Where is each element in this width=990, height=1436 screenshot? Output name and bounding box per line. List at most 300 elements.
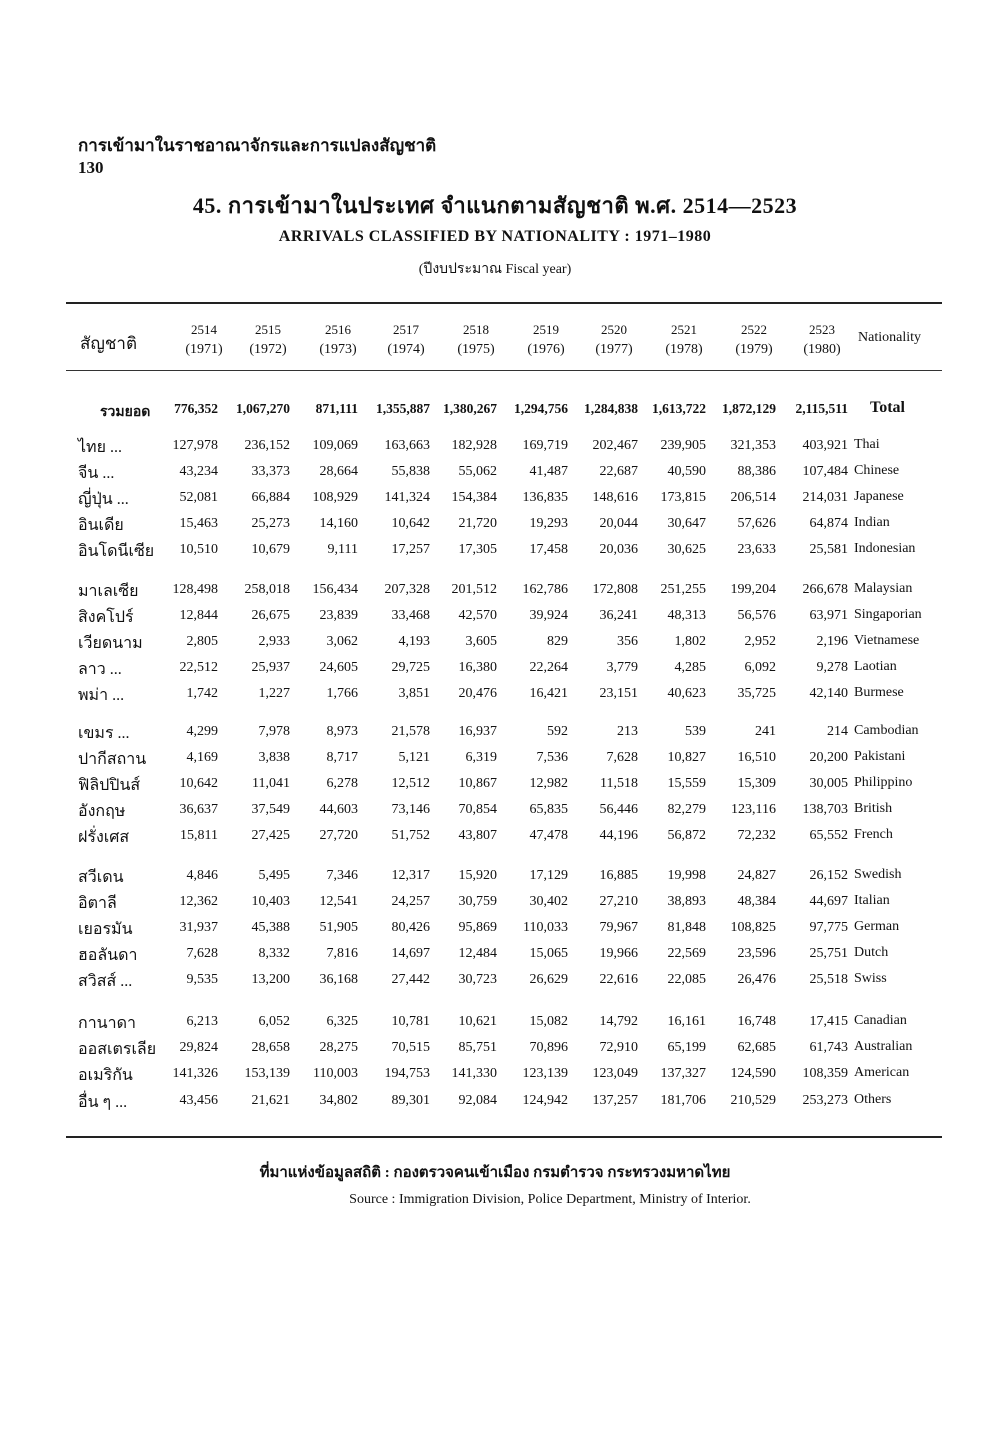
table-cell: 10,510: [179, 542, 218, 557]
table-cell: 45,388: [251, 920, 290, 935]
table-cell: 16,380: [458, 660, 497, 675]
table-cell: 2,952: [744, 634, 776, 649]
table-cell: 110,003: [313, 1066, 358, 1081]
table-cell: 12,362: [179, 894, 218, 909]
table-cell: 4,846: [186, 868, 218, 883]
table-cell: 22,512: [179, 660, 218, 675]
fiscal-year-note: (ปีงบประมาณ Fiscal year): [418, 262, 572, 277]
table-cell: 10,403: [251, 894, 290, 909]
table-cell: 10,642: [179, 776, 218, 791]
nationality-english: Vietnamese: [854, 633, 920, 648]
table-cell: 19,966: [599, 946, 638, 961]
table-cell: 163,663: [384, 438, 430, 453]
table-cell: 21,621: [251, 1093, 290, 1108]
nationality-thai: อังกฤษ: [78, 803, 126, 820]
table-cell: 24,257: [391, 894, 430, 909]
table-cell: 2,805: [186, 634, 218, 649]
table-cell: 15,920: [458, 868, 497, 883]
table-cell: 1,227: [258, 686, 290, 701]
table-cell: 153,139: [244, 1066, 290, 1081]
table-cell: 12,541: [319, 894, 358, 909]
table-cell: 3,605: [465, 634, 497, 649]
chapter-header: การเข้ามาในราชอาณาจักรและการแปลงสัญชาติ: [78, 136, 437, 155]
table-cell: 15,559: [667, 776, 706, 791]
table-cell: 258,018: [244, 582, 290, 597]
year-ce: (1973): [319, 342, 357, 357]
table-cell: 65,552: [809, 828, 848, 843]
table-cell: 30,723: [458, 972, 497, 987]
source-english: Source : Immigration Division, Police Department, Ministry of Interior.: [349, 1192, 751, 1207]
table-bottom-rule: [66, 1136, 942, 1138]
table-cell: 51,752: [391, 828, 430, 843]
table-cell: 109,069: [312, 438, 358, 453]
table-cell: 39,924: [529, 608, 568, 623]
year-ce: (1977): [595, 342, 633, 357]
table-cell: 44,697: [809, 894, 848, 909]
year-ce: (1972): [249, 342, 287, 357]
table-cell: 1,802: [674, 634, 706, 649]
table-cell: 592: [547, 724, 568, 739]
nationality-english: Malaysian: [854, 581, 913, 596]
year-be: 2514: [191, 322, 217, 337]
total-cell: 776,352: [174, 401, 218, 416]
nationality-thai: อินเดีย: [78, 517, 124, 534]
year-be: 2519: [533, 322, 559, 337]
table-cell: 52,081: [179, 490, 218, 505]
table-cell: 55,062: [458, 464, 497, 479]
table-cell: 207,328: [384, 582, 430, 597]
table-cell: 266,678: [802, 582, 848, 597]
table-cell: 15,082: [529, 1014, 568, 1029]
table-cell: 27,210: [599, 894, 638, 909]
table-cell: 16,885: [599, 868, 638, 883]
table-cell: 3,838: [258, 750, 290, 765]
table-cell: 22,264: [529, 660, 568, 675]
table-cell: 40,590: [667, 464, 706, 479]
table-cell: 16,510: [737, 750, 776, 765]
total-cell: 2,115,511: [795, 401, 848, 416]
nationality-english: German: [854, 919, 900, 934]
table-cell: 141,330: [451, 1066, 497, 1081]
table-cell: 30,759: [458, 894, 497, 909]
table-cell: 2,196: [816, 634, 848, 649]
year-be: 2520: [601, 322, 627, 337]
table-cell: 138,703: [802, 802, 848, 817]
table-cell: 10,867: [458, 776, 497, 791]
table-cell: 72,232: [737, 828, 776, 843]
table-cell: 181,706: [660, 1093, 706, 1108]
year-ce: (1974): [387, 342, 425, 357]
table-cell: 137,327: [660, 1066, 706, 1081]
table-cell: 56,576: [737, 608, 776, 623]
table-cell: 92,084: [458, 1093, 497, 1108]
header-rule: [66, 370, 942, 371]
table-cell: 36,168: [319, 972, 358, 987]
nationality-english: Singaporian: [854, 607, 922, 622]
table-cell: 9,278: [816, 660, 848, 675]
year-header: [172, 320, 236, 360]
nationality-thai: สวิสส์ ...: [78, 973, 133, 990]
source-thai: ที่มาแห่งข้อมูลสถิติ : กองตรวจคนเข้าเมือง กรมตำรวจ กระทรวงมหาดไทย: [259, 1165, 731, 1181]
table-cell: 33,468: [391, 608, 430, 623]
nationality-thai: มาเลเซีย: [78, 583, 139, 600]
year-ce: (1980): [803, 342, 841, 357]
table-cell: 15,309: [737, 776, 776, 791]
table-cell: 110,033: [523, 920, 568, 935]
total-cell: 1,613,722: [652, 401, 706, 416]
table-cell: 214: [827, 724, 848, 739]
table-cell: 156,434: [312, 582, 358, 597]
table-cell: 24,827: [737, 868, 776, 883]
nationality-thai: ฮอลันดา: [78, 947, 138, 964]
nationality-english: Burmese: [854, 685, 904, 700]
table-cell: 17,305: [458, 542, 497, 557]
table-cell: 829: [547, 634, 568, 649]
year-ce: (1978): [665, 342, 703, 357]
year-header: [652, 320, 716, 360]
table-cell: 169,719: [522, 438, 568, 453]
table-cell: 17,129: [529, 868, 568, 883]
table-title-thai: 45. การเข้ามาในประเทศ จำแนกตามสัญชาติ พ.ศ. 2514—2523: [192, 193, 798, 218]
table-cell: 8,973: [326, 724, 358, 739]
table-cell: 141,326: [172, 1066, 218, 1081]
table-cell: 21,578: [391, 724, 430, 739]
table-cell: 82,279: [667, 802, 706, 817]
table-cell: 12,317: [391, 868, 430, 883]
table-cell: 10,781: [391, 1014, 430, 1029]
table-cell: 42,140: [809, 686, 848, 701]
table-cell: 28,658: [251, 1040, 290, 1055]
table-cell: 7,978: [258, 724, 290, 739]
table-cell: 7,536: [536, 750, 568, 765]
nationality-english: British: [854, 801, 893, 816]
nationality-english: Swedish: [854, 867, 902, 882]
table-cell: 65,199: [667, 1040, 706, 1055]
nationality-english: Cambodian: [854, 723, 919, 738]
table-cell: 27,720: [319, 828, 358, 843]
year-header: [722, 320, 786, 360]
nationality-english: Philippino: [854, 775, 913, 790]
table-cell: 37,549: [251, 802, 290, 817]
year-header: [236, 320, 300, 360]
table-cell: 29,824: [179, 1040, 218, 1055]
table-cell: 34,802: [319, 1093, 358, 1108]
year-be: 2518: [463, 322, 489, 337]
table-cell: 539: [685, 724, 706, 739]
table-cell: 141,324: [384, 490, 430, 505]
table-cell: 356: [617, 634, 638, 649]
table-cell: 25,751: [809, 946, 848, 961]
table-cell: 25,937: [251, 660, 290, 675]
table-cell: 23,151: [599, 686, 638, 701]
nationality-thai: ฝรั่งเศส: [78, 829, 130, 846]
table-cell: 6,319: [465, 750, 497, 765]
table-cell: 73,146: [391, 802, 430, 817]
nationality-english: Pakistani: [854, 749, 906, 764]
table-cell: 148,616: [592, 490, 638, 505]
table-cell: 30,647: [667, 516, 706, 531]
table-cell: 251,255: [660, 582, 706, 597]
table-cell: 85,751: [458, 1040, 497, 1055]
table-cell: 48,313: [667, 608, 706, 623]
table-cell: 80,426: [391, 920, 430, 935]
table-cell: 15,463: [179, 516, 218, 531]
table-cell: 81,848: [667, 920, 706, 935]
table-cell: 173,815: [660, 490, 706, 505]
nationality-thai: อื่น ๆ ...: [78, 1094, 128, 1111]
table-cell: 127,978: [172, 438, 218, 453]
nationality-english: French: [854, 827, 893, 842]
table-cell: 64,874: [809, 516, 848, 531]
table-cell: 162,786: [522, 582, 568, 597]
table-cell: 22,569: [667, 946, 706, 961]
nationality-header-thai: สัญชาติ: [80, 334, 137, 353]
table-cell: 48,384: [737, 894, 776, 909]
nationality-english: Japanese: [854, 489, 904, 504]
table-top-rule: [66, 302, 942, 304]
table-cell: 12,484: [458, 946, 497, 961]
table-cell: 14,697: [391, 946, 430, 961]
table-cell: 95,869: [458, 920, 497, 935]
table-cell: 36,241: [599, 608, 638, 623]
table-cell: 21,720: [458, 516, 497, 531]
table-cell: 5,495: [258, 868, 290, 883]
table-cell: 44,196: [599, 828, 638, 843]
table-cell: 7,628: [186, 946, 218, 961]
table-cell: 30,625: [667, 542, 706, 557]
nationality-english: Indonesian: [854, 541, 916, 556]
nationality-thai: สวีเดน: [78, 869, 124, 886]
table-cell: 40,623: [667, 686, 706, 701]
table-cell: 239,905: [660, 438, 706, 453]
table-cell: 210,529: [730, 1093, 776, 1108]
table-cell: 20,476: [458, 686, 497, 701]
total-label-english: Total: [870, 399, 905, 416]
year-be: 2523: [809, 322, 835, 337]
table-cell: 123,139: [522, 1066, 568, 1081]
table-cell: 26,476: [737, 972, 776, 987]
table-cell: 28,275: [319, 1040, 358, 1055]
table-cell: 10,642: [391, 516, 430, 531]
table-title-english: ARRIVALS CLASSIFIED BY NATIONALITY : 1971–1980: [278, 228, 712, 245]
table-cell: 56,872: [667, 828, 706, 843]
table-cell: 403,921: [802, 438, 848, 453]
table-cell: 25,273: [251, 516, 290, 531]
total-cell: 1,380,267: [443, 401, 497, 416]
table-cell: 108,929: [312, 490, 358, 505]
table-cell: 10,679: [251, 542, 290, 557]
total-cell: 1,294,756: [514, 401, 568, 416]
table-cell: 89,301: [391, 1093, 430, 1108]
page-number: 130: [78, 158, 104, 177]
year-ce: (1975): [457, 342, 495, 357]
nationality-english: American: [854, 1065, 910, 1080]
total-label-thai: รวมยอด: [100, 405, 151, 420]
nationality-thai: พม่า ...: [78, 687, 125, 704]
year-be: 2516: [325, 322, 351, 337]
table-cell: 23,633: [737, 542, 776, 557]
table-cell: 19,293: [529, 516, 568, 531]
table-cell: 241: [755, 724, 776, 739]
table-cell: 3,851: [398, 686, 430, 701]
nationality-english: Italian: [854, 893, 890, 908]
table-cell: 47,478: [529, 828, 568, 843]
table-cell: 12,844: [179, 608, 218, 623]
table-cell: 42,570: [458, 608, 497, 623]
table-cell: 20,044: [599, 516, 638, 531]
total-cell: 1,067,270: [236, 401, 290, 416]
table-cell: 16,748: [737, 1014, 776, 1029]
table-cell: 3,779: [606, 660, 638, 675]
total-cell: 1,284,838: [584, 401, 638, 416]
table-cell: 17,415: [809, 1014, 848, 1029]
table-cell: 55,838: [391, 464, 430, 479]
table-cell: 97,775: [809, 920, 848, 935]
year-be: 2522: [741, 322, 767, 337]
table-cell: 33,373: [251, 464, 290, 479]
nationality-thai: กานาดา: [78, 1015, 136, 1032]
table-cell: 2,933: [258, 634, 290, 649]
table-cell: 236,152: [244, 438, 290, 453]
nationality-thai: เวียดนาม: [78, 635, 143, 652]
year-be: 2515: [255, 322, 281, 337]
table-cell: 27,442: [391, 972, 430, 987]
nationality-english: Others: [854, 1092, 892, 1107]
table-cell: 35,725: [737, 686, 776, 701]
nationality-english: Canadian: [854, 1013, 907, 1028]
table-cell: 128,498: [172, 582, 218, 597]
table-cell: 61,743: [809, 1040, 848, 1055]
nationality-english: Swiss: [854, 971, 887, 986]
table-cell: 123,116: [731, 802, 776, 817]
table-cell: 3,062: [326, 634, 358, 649]
table-cell: 7,346: [326, 868, 358, 883]
table-cell: 88,386: [737, 464, 776, 479]
nationality-thai: ไทย ...: [78, 439, 122, 456]
nationality-english: Indian: [854, 515, 890, 530]
table-cell: 22,085: [667, 972, 706, 987]
total-cell: 1,355,887: [376, 401, 430, 416]
nationality-header-english: Nationality: [858, 330, 921, 345]
table-cell: 43,456: [179, 1093, 218, 1108]
table-cell: 9,111: [327, 542, 358, 557]
table-cell: 43,807: [458, 828, 497, 843]
table-cell: 10,827: [667, 750, 706, 765]
table-cell: 22,616: [599, 972, 638, 987]
table-cell: 26,675: [251, 608, 290, 623]
table-cell: 29,725: [391, 660, 430, 675]
year-header: [306, 320, 370, 360]
table-cell: 6,052: [258, 1014, 290, 1029]
table-cell: 51,905: [319, 920, 358, 935]
table-cell: 213: [617, 724, 638, 739]
nationality-thai: สิงคโปร์: [78, 609, 134, 626]
table-cell: 20,200: [809, 750, 848, 765]
nationality-english: Laotian: [854, 659, 897, 674]
nationality-thai: ญี่ปุ่น ...: [78, 491, 129, 508]
table-cell: 6,278: [326, 776, 358, 791]
table-cell: 4,193: [398, 634, 430, 649]
nationality-thai: อิตาลี: [78, 895, 117, 912]
table-cell: 8,717: [326, 750, 358, 765]
table-cell: 19,998: [667, 868, 706, 883]
nationality-thai: ปากีสถาน: [78, 751, 147, 768]
table-cell: 9,535: [186, 972, 218, 987]
table-cell: 65,835: [529, 802, 568, 817]
table-cell: 4,299: [186, 724, 218, 739]
table-cell: 66,884: [251, 490, 290, 505]
table-cell: 11,518: [600, 776, 638, 791]
nationality-thai: จีน ...: [78, 465, 115, 482]
table-cell: 6,325: [326, 1014, 358, 1029]
table-cell: 25,518: [809, 972, 848, 987]
table-cell: 201,512: [451, 582, 497, 597]
nationality-thai: ฟิลิปปินส์: [78, 777, 141, 794]
table-cell: 16,937: [458, 724, 497, 739]
table-cell: 194,753: [384, 1066, 430, 1081]
table-cell: 17,257: [391, 542, 430, 557]
table-cell: 214,031: [802, 490, 848, 505]
table-cell: 253,273: [802, 1093, 848, 1108]
table-cell: 30,005: [809, 776, 848, 791]
table-cell: 30,402: [529, 894, 568, 909]
table-cell: 26,152: [809, 868, 848, 883]
table-cell: 12,982: [529, 776, 568, 791]
year-be: 2521: [671, 322, 697, 337]
year-header: [790, 320, 854, 360]
nationality-english: Thai: [854, 437, 880, 452]
table-cell: 107,484: [802, 464, 848, 479]
table-cell: 108,359: [802, 1066, 848, 1081]
year-header: [514, 320, 578, 360]
table-cell: 70,515: [391, 1040, 430, 1055]
total-cell: 1,872,129: [722, 401, 776, 416]
table-cell: 137,257: [592, 1093, 638, 1108]
year-ce: (1971): [185, 342, 223, 357]
table-cell: 26,629: [529, 972, 568, 987]
table-cell: 14,792: [599, 1014, 638, 1029]
table-cell: 321,353: [730, 438, 776, 453]
table-cell: 79,967: [599, 920, 638, 935]
table-cell: 63,971: [809, 608, 848, 623]
nationality-english: Dutch: [854, 945, 889, 960]
table-cell: 6,213: [186, 1014, 218, 1029]
table-cell: 172,808: [592, 582, 638, 597]
table-cell: 13,200: [251, 972, 290, 987]
table-cell: 108,825: [730, 920, 776, 935]
nationality-english: Chinese: [854, 463, 900, 478]
table-cell: 24,605: [319, 660, 358, 675]
table-cell: 23,839: [319, 608, 358, 623]
table-cell: 25,581: [809, 542, 848, 557]
table-cell: 16,421: [529, 686, 568, 701]
table-cell: 10,621: [458, 1014, 497, 1029]
table-cell: 22,687: [599, 464, 638, 479]
table-cell: 17,458: [529, 542, 568, 557]
year-ce: (1976): [527, 342, 565, 357]
table-cell: 5,121: [398, 750, 430, 765]
table-cell: 15,065: [529, 946, 568, 961]
table-cell: 23,596: [737, 946, 776, 961]
table-cell: 14,160: [319, 516, 358, 531]
nationality-thai: ลาว ...: [78, 661, 122, 678]
table-cell: 7,816: [326, 946, 358, 961]
table-cell: 4,285: [674, 660, 706, 675]
table-cell: 70,854: [458, 802, 497, 817]
total-cell: 871,111: [315, 401, 358, 416]
table-cell: 7,628: [606, 750, 638, 765]
year-be: 2517: [393, 322, 419, 337]
